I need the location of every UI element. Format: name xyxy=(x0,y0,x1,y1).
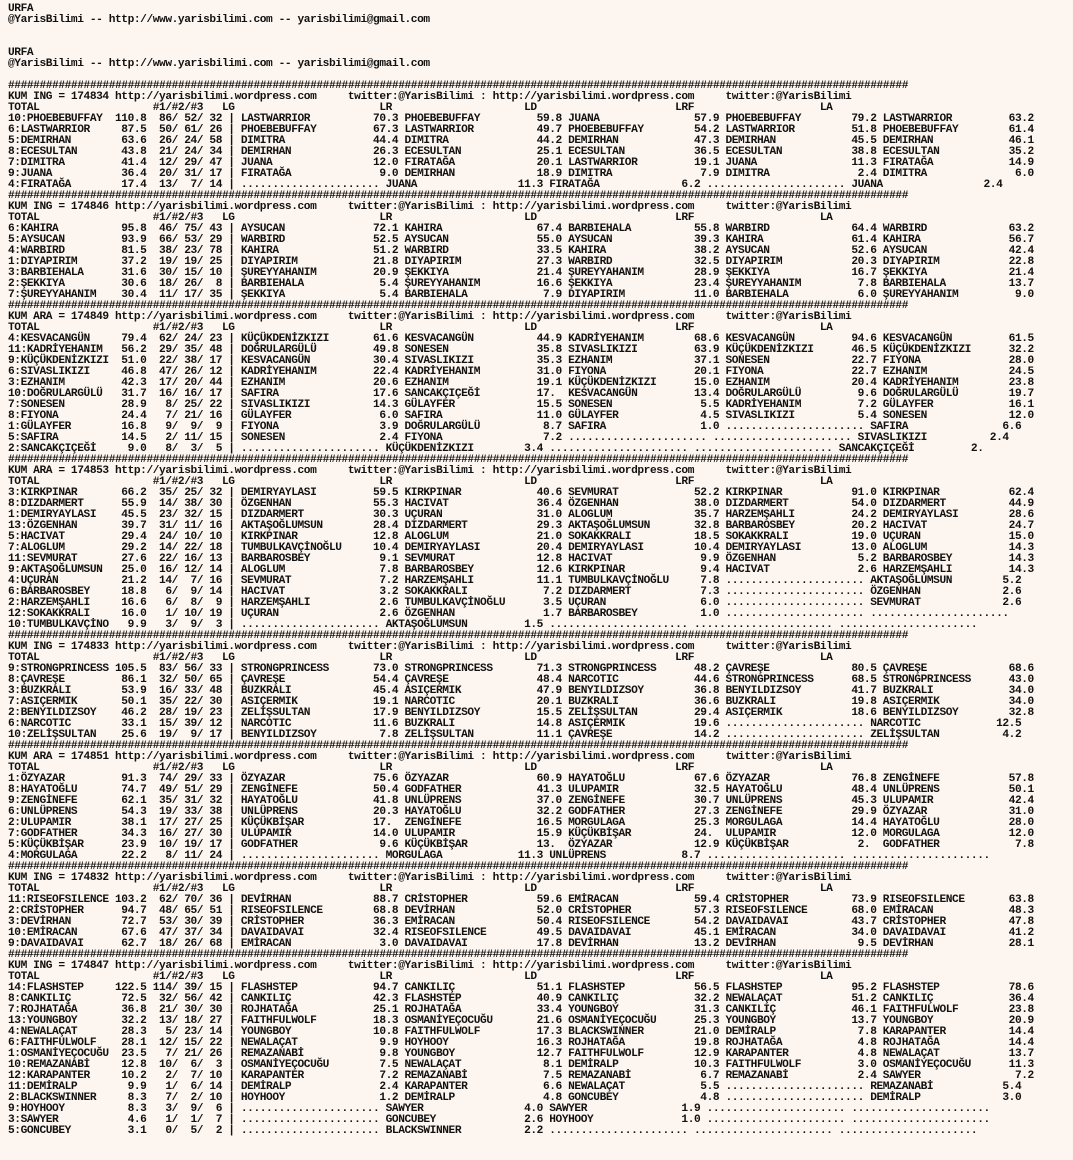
report-line: 4:FIRATAĞA 17.4 13/ 7/ 14 | ...................... JUANA 11.3 FIRATAĞA 6.2 ...................... JUANA 2.4 xyxy=(8,179,1003,191)
report-line: 6:NARCOTIC 33.1 15/ 39/ 12 | NARCOTIC 11.6 BUZKRALI 14.8 ASIÇERMIK 19.6 ...................... NARCOTIC 12.5 xyxy=(8,718,1022,730)
report-line: 9:DAVAIDAVAI 62.7 18/ 26/ 68 | EMİRACAN 3.0 DAVAIDAVAI 17.8 DEVİRHAN 13.2 DEVİRHAN 9.5 DEVİRHAN 28.1 xyxy=(8,938,1034,950)
report-line: 9:HOYHOOY 8.3 3/ 9/ 6 | ...................... SAWYER 4.0 SAWYER 1.9 ...................... ...................... xyxy=(8,1103,990,1115)
report-line: 6:BARBAROSBEY 18.8 6/ 9/ 14 | HACIVAT 3.2 SOKAKKRALI 7.2 DIZDARMERT 7.3 ...................... ÖZGENHAN 2.6 xyxy=(8,586,1022,598)
report-line: 4:WARBIRD 81.5 38/ 23/ 78 | KAHIRA 51.2 WARBIRD 33.5 KAHIRA 38.2 AYSUCAN 52.6 AYSUCAN 42.4 xyxy=(8,245,1034,257)
report-line: KUM ARA = 174851 http://yarisbilimi.wordpress.com twitter:@YarisBilimi : http://yarisbilimi.wordpress.com twitter:@YarisBilimi xyxy=(8,751,852,763)
report-line xyxy=(8,37,1034,48)
report-line: 2:BLACKSWINNER 8.3 7/ 2/ 10 | HOYHOOY 1.2 DEMİRALP 4.8 GONCUBEY 4.8 ...................... DEMİRALP 3.0 xyxy=(8,1092,1022,1104)
report-line: 3:DEVİRHAN 72.7 53/ 30/ 39 | CRİSTOPHER 36.3 EMİRACAN 50.4 RISEOFSILENCE 54.2 DAVAIDAVAI 43.7 CRİSTOPHER 47.8 xyxy=(8,916,1034,928)
report-line: ############################################################################################################################################### xyxy=(8,740,908,752)
report-line: 8:HAYATOĞLU 74.7 49/ 51/ 29 | ZENGİNEFE 50.4 GODFATHER 41.3 ULUPAMIR 32.5 HAYATOĞLU 48.4 UNLÜPRENS 50.1 xyxy=(8,784,1034,796)
report-line: 7:SONESEN 28.9 8/ 25/ 22 | SIVASLIKIZI 14.3 GÜLAYFER 15.5 SONESEN 5.5 KADRİYEHANIM 7.2 GÜLAYFER 16.1 xyxy=(8,399,1034,411)
report-line: @YarisBilimi -- http://www.yarisbilimi.com -- yarisbilimi@gmail.com xyxy=(8,14,430,26)
report-line: 5:AYSUCAN 93.9 66/ 53/ 29 | WARBIRD 52.5 AYSUCAN 55.0 AYSUCAN 39.3 KAHIRA 61.4 KAHIRA 56.7 xyxy=(8,234,1034,246)
report-line: ############################################################################################################################################### xyxy=(8,80,908,92)
report-line: TOTAL #1/#2/#3 LG LR LD LRF LA xyxy=(8,476,833,488)
report-line: 4:UÇURAN 21.2 14/ 7/ 16 | SEVMURAT 7.2 HARZEMŞAHLI 11.1 TUMBULKAVÇİNOĞLU 7.8 ...................... AKTAŞOĞLUMSUN 5.2 xyxy=(8,575,1022,587)
report-line: 11:SEVMURAT 27.6 22/ 16/ 13 | BARBAROSBEY 9.1 SEVMURAT 12.8 HACIVAT 9.9 ÖZGENHAN 5.2 BARBAROSBEY 14.3 xyxy=(8,553,1034,565)
report-line: 6:SIVASLIKIZI 46.8 47/ 26/ 12 | KADRİYEHANIM 22.4 KADRİYEHANIM 31.0 FIYONA 20.1 FIYONA 22.7 EZHANIM 24.5 xyxy=(8,366,1034,378)
report-line: TOTAL #1/#2/#3 LG LR LD LRF LA xyxy=(8,652,833,664)
report-line: 10:REMAZANABİ 12.8 10/ 6/ 3 | OSMANİYEÇOCUĞU 7.5 NEWALAÇAT 8.1 DEMİRALP 10.3 FAITHFULWOLF 3.0 OSMANİYEÇOCUĞU 11.3 xyxy=(8,1059,1034,1071)
report-line: KUM ARA = 174849 http://yarisbilimi.wordpress.com twitter:@YarisBilimi : http://yarisbilimi.wordpress.com twitter:@YarisBilimi xyxy=(8,311,852,323)
report-line: 9:AKTAŞOĞLUMSUN 25.0 16/ 12/ 14 | ALOGLUM 7.8 BARBAROSBEY 12.6 KIRKPINAR 9.4 HACIVAT 2.6 HARZEMŞAHLI 14.3 xyxy=(8,564,1034,576)
report-line: 6:FAITHFULWOLF 28.1 12/ 15/ 22 | NEWALAÇAT 9.9 HOYHOOY 16.3 ROJHATAĞA 19.8 ROJHATAĞA 4.8 ROJHATAĞA 14.4 xyxy=(8,1037,1034,1049)
report-line: 10:ZELİŞSULTAN 25.6 19/ 9/ 17 | BENYILDIZSOY 7.8 ZELİŞSULTAN 11.1 ÇAVREŞE 14.2 ...................... ZELİŞSULTAN 4.2 xyxy=(8,729,1022,741)
race-report-document xyxy=(8,4,1034,1137)
report-line: 7:ASIÇERMIK 50.1 35/ 22/ 30 | ASIÇERMIK 19.1 NARCOTIC 20.1 BUZKRALI 36.6 BUZKRALI 19.8 ASIÇERMIK 34.0 xyxy=(8,696,1034,708)
report-line: 2:SANCAKÇIÇEĞİ 9.0 8/ 3/ 5 | ...................... KÜÇÜKDENİZKIZI 3.4 ...................... ...................... SANCAKÇIÇEĞİ 2. xyxy=(8,443,984,455)
report-line: ############################################################################################################################################### xyxy=(8,300,908,312)
report-line: TOTAL #1/#2/#3 LG LR LD LRF LA xyxy=(8,762,833,774)
report-line: 5:DEMIRHAN 63.6 26/ 24/ 58 | DIMITRA 44.4 DIMITRA 44.2 DEMIRHAN 47.3 DEMIRHAN 45.5 DEMIRHAN 46.1 xyxy=(8,135,1034,147)
report-line: 3:KIRKPINAR 66.2 35/ 25/ 32 | DEMIRYAYLASI 59.5 KIRKPINAR 40.6 SEVMURAT 52.2 KIRKPINAR 91.0 KIRKPINAR 62.4 xyxy=(8,487,1034,499)
report-line: 8:CANKILIÇ 72.5 32/ 56/ 42 | CANKILIÇ 42.3 FLASHSTEP 40.9 CANKILIÇ 32.2 NEWALAÇAT 51.2 CANKILIÇ 36.4 xyxy=(8,993,1034,1005)
report-line: 2:ŞEKKIYA 30.6 18/ 26/ 8 | BARBIEHALA 5.4 ŞUREYYAHANIM 16.6 ŞEKKIYA 23.4 ŞUREYYAHANIM 7.8 BARBIEHALA 13.7 xyxy=(8,278,1034,290)
report-line: 6:LASTWARRIOR 87.5 50/ 61/ 26 | PHOEBEBUFFAY 67.3 LASTWARRIOR 49.7 PHOEBEBUFFAY 54.2 LASTWARRIOR 51.8 PHOEBEBUFFAY 61.4 xyxy=(8,124,1034,136)
report-line: TOTAL #1/#2/#3 LG LR LD LRF LA xyxy=(8,971,833,983)
report-line: 2:HARZEMŞAHLI 16.6 6/ 8/ 9 | HARZEMŞAHLI 2.6 TUMBULKAVÇİNOĞLU 3.5 UÇURAN 6.0 ...................... SEVMURAT 2.6 xyxy=(8,597,1022,609)
report-line: 7:GODFATHER 34.3 16/ 27/ 30 | ULUPAMIR 14.0 ULUPAMIR 15.9 KÜÇÜKBİŞAR 24. ULUPAMIR 12.0 MORGULAGA 12.0 xyxy=(8,828,1034,840)
report-line: 8:ÇAVREŞE 86.1 32/ 50/ 65 | ÇAVREŞE 54.4 ÇAVREŞE 48.4 NARCOTIC 44.6 STRONGPRINCESS 68.5 STRONGPRINCESS 43.0 xyxy=(8,674,1034,686)
report-line: 7:DIMITRA 41.4 12/ 29/ 47 | JUANA 12.0 FIRATAĞA 20.1 LASTWARRIOR 19.1 JUANA 11.3 FIRATAĞA 14.9 xyxy=(8,157,1034,169)
report-line: 12:KARAPANTER 10.2 2/ 7/ 10 | KARAPANTER 7.2 REMAZANABİ 7.5 REMAZANABİ 6.7 REMAZANABİ 2.4 SAWYER 7.2 xyxy=(8,1070,1034,1082)
report-line: 13:YOUNGBOY 32.2 13/ 18/ 27 | FAITHFULWOLF 18.3 OSMANİYEÇOCUĞU 21.6 OSMANİYEÇOCUĞU 25.3 YOUNGBOY 13.7 YOUNGBOY 20.9 xyxy=(8,1015,1034,1027)
report-line: 6:UNLÜPRENS 54.3 19/ 33/ 38 | UNLÜPRENS 20.3 HAYATOĞLU 32.2 GODFATHER 27.3 ZENGİNEFE 29.9 ÖZYAZAR 31.0 xyxy=(8,806,1034,818)
report-line: 8:DIZDARMERT 55.9 14/ 38/ 30 | ÖZGENHAN 55.3 HACIVAT 36.4 ÖZGENHAN 38.0 DIZDARMERT 54.0 DIZDARMERT 44.9 xyxy=(8,498,1034,510)
report-line: 13:ÖZGENHAN 39.7 31/ 11/ 16 | AKTAŞOĞLUMSUN 28.4 DIZDARMERT 29.3 AKTAŞOĞLUMSUN 32.8 BARBAROSBEY 20.2 HACIVAT 24.7 xyxy=(8,520,1034,532)
report-line: 4:NEWALAÇAT 28.3 5/ 23/ 14 | YOUNGBOY 10.8 FAITHFULWOLF 17.3 BLACKSWINNER 21.0 DEMİRALP 7.8 KARAPANTER 14.4 xyxy=(8,1026,1034,1038)
report-line: 3:EZHANIM 42.3 17/ 20/ 44 | EZHANIM 20.6 EZHANIM 19.1 KÜÇÜKDENİZKIZI 15.0 EZHANIM 20.4 KADRİYEHANIM 23.8 xyxy=(8,377,1034,389)
report-line: 12:SOKAKKRALI 16.0 1/ 10/ 19 | UÇURAN 2.6 ÖZGENHAN 1.7 BARBAROSBEY 1.0 ...................... ...................... xyxy=(8,608,1009,620)
report-line: 5:GONCUBEY 3.1 0/ 5/ 2 | ...................... BLACKSWINNER 2.2 ...................... ...................... ...................... xyxy=(8,1125,978,1137)
report-line: ############################################################################################################################################### xyxy=(8,454,908,466)
report-line: ############################################################################################################################################### xyxy=(8,190,908,202)
report-line: 1:OSMANİYEÇOCUĞU 23.5 7/ 21/ 26 | REMAZANABİ 9.8 YOUNGBOY 12.7 FAITHFULWOLF 12.9 KARAPANTER 4.8 NEWALAÇAT 13.7 xyxy=(8,1048,1034,1060)
report-line: 7:ALOGLUM 29.2 14/ 22/ 18 | TUMBULKAVÇİNOĞLU 10.4 DEMIRYAYLASI 20.4 DEMIRYAYLASI 10.4 DEMIRYAYLASI 13.0 ALOGLUM 14.3 xyxy=(8,542,1034,554)
report-line: 8:ECESULTAN 43.8 21/ 24/ 34 | DEMIRHAN 26.3 ECESULTAN 25.1 ECESULTAN 36.5 ECESULTAN 38.8 ECESULTAN 35.2 xyxy=(8,146,1034,158)
report-line: 11:RISEOFSILENCE 103.2 62/ 70/ 36 | DEVİRHAN 88.7 CRİSTOPHER 59.6 EMİRACAN 59.4 CRİSTOPHER 73.9 RISEOFSILENCE 63.8 xyxy=(8,894,1034,906)
report-line: KUM ING = 174832 http://yarisbilimi.wordpress.com twitter:@YarisBilimi : http://yarisbilimi.wordpress.com twitter:@YarisBilimi xyxy=(8,872,852,884)
report-line: 10:TUMBULKAVÇİNO 9.9 3/ 9/ 3 | ...................... AKTAŞOĞLUMSUN 1.5 ...................... ...................... ...................... xyxy=(8,619,978,631)
report-line: URFA xyxy=(8,47,34,59)
report-line: ############################################################################################################################################### xyxy=(8,861,908,873)
report-line: 1:DIYAPIRIM 37.2 19/ 19/ 25 | DIYAPIRIM 21.8 DIYAPIRIM 27.3 WARBIRD 32.5 DIYAPIRIM 20.3 DIYAPIRIM 22.8 xyxy=(8,256,1034,268)
report-line: KUM ING = 174846 http://yarisbilimi.wordpress.com twitter:@YarisBilimi : http://yarisbilimi.wordpress.com twitter:@YarisBilimi xyxy=(8,201,852,213)
report-line: 14:FLASHSTEP 122.5 114/ 39/ 15 | FLASHSTEP 94.7 CANKILIÇ 51.1 FLASHSTEP 56.5 FLASHSTEP 95.2 FLASHSTEP 78.6 xyxy=(8,982,1034,994)
report-line: 1:DEMIRYAYLASI 45.5 23/ 32/ 15 | DIZDARMERT 30.3 UÇURAN 31.0 ALOGLUM 35.7 HARZEMŞAHLI 24.2 DEMIRYAYLASI 28.6 xyxy=(8,509,1034,521)
report-line: URFA xyxy=(8,3,34,15)
report-line: TOTAL #1/#2/#3 LG LR LD LRF LA xyxy=(8,212,833,224)
report-line: TOTAL #1/#2/#3 LG LR LD LRF LA xyxy=(8,102,833,114)
report-line xyxy=(8,26,1034,37)
report-line: @YarisBilimi -- http://www.yarisbilimi.com -- yarisbilimi@gmail.com xyxy=(8,58,430,70)
report-line: 3:SAWYER 4.6 1/ 1/ 7 | ...................... GONCUBEY 2.6 HOYHOOY 1.0 ...................... ...................... xyxy=(8,1114,990,1126)
report-line: 4:KESVACANGÜN 79.4 62/ 24/ 23 | KÜÇÜKDENİZKIZI 61.6 KESVACANGÜN 44.9 KADRİYEHANIM 68.6 KESVACANGÜN 94.6 KESVACANGÜN 61.5 xyxy=(8,333,1034,345)
report-line: TOTAL #1/#2/#3 LG LR LD LRF LA xyxy=(8,883,833,895)
report-line: 5:KÜÇÜKBİŞAR 23.9 10/ 19/ 17 | GODFATHER 9.6 KÜÇÜKBİŞAR 13. ÖZYAZAR 12.9 KÜÇÜKBİŞAR 2. GODFATHER 7.8 xyxy=(8,839,1034,851)
report-line: 10:EMİRACAN 67.6 47/ 37/ 34 | DAVAIDAVAI 32.4 RISEOFSILENCE 49.5 DAVAIDAVAI 45.1 EMİRACAN 34.0 DAVAIDAVAI 41.2 xyxy=(8,927,1034,939)
report-line: ############################################################################################################################################### xyxy=(8,949,908,961)
report-line: 4:MORGULAGA 22.2 8/ 11/ 24 | ...................... MORGULAGA 11.3 UNLÜPRENS 8.7 ...................... ...................... xyxy=(8,850,990,862)
report-line: 7:ŞUREYYAHANIM 30.4 11/ 17/ 35 | ŞEKKIYA 5.4 BARBIEHALA 7.9 DIYAPIRIM 11.0 BARBIEHALA 6.0 ŞUREYYAHANIM 9.0 xyxy=(8,289,1034,301)
report-line: 9:ZENGİNEFE 62.1 35/ 31/ 32 | HAYATOĞLU 41.8 UNLÜPRENS 37.0 ZENGİNEFE 30.7 UNLÜPRENS 45.3 ULUPAMIR 42.4 xyxy=(8,795,1034,807)
report-line: 8:FIYONA 24.4 7/ 21/ 16 | GÜLAYFER 6.0 SAFIRA 11.0 GÜLAYFER 4.5 SIVASLIKIZI 5.4 SONESEN 12.0 xyxy=(8,410,1034,422)
report-line: TOTAL #1/#2/#3 LG LR LD LRF LA xyxy=(8,322,833,334)
report-line: 6:KAHIRA 95.8 46/ 75/ 43 | AYSUCAN 72.1 KAHIRA 67.4 BARBIEHALA 55.8 WARBIRD 64.4 WARBIRD 63.2 xyxy=(8,223,1034,235)
report-line: 11:DEMİRALP 9.9 1/ 6/ 14 | DEMİRALP 2.4 KARAPANTER 6.6 NEWALAÇAT 5.5 ...................... REMAZANABİ 5.4 xyxy=(8,1081,1022,1093)
report-line: 9:JUANA 36.4 20/ 31/ 17 | FIRATAĞA 9.0 DEMIRHAN 18.9 DIMITRA 7.9 DIMITRA 2.4 DIMITRA 6.0 xyxy=(8,168,1034,180)
report-line: 3:BARBIEHALA 31.6 30/ 15/ 10 | ŞUREYYAHANIM 20.9 ŞEKKIYA 21.4 ŞUREYYAHANIM 28.9 ŞEKKIYA 16.7 ŞEKKIYA 21.4 xyxy=(8,267,1034,279)
report-line: 10:DOĞRULARGÜLÜ 31.7 16/ 16/ 17 | SAFIRA 17.6 SANCAKÇIÇEĞİ 17. KESVACANGÜN 13.4 DOĞRULARGÜLÜ 9.6 DOĞRULARGÜLÜ 19.7 xyxy=(8,388,1034,400)
report-line: 9:KÜÇÜKDENİZKIZI 51.0 22/ 38/ 17 | KESVACANGÜN 30.4 SIVASLIKIZI 35.3 EZHANIM 37.1 SONESEN 22.7 FIYONA 28.0 xyxy=(8,355,1034,367)
report-line: 5:HACIVAT 29.4 24/ 10/ 10 | KIRKPINAR 12.8 ALOGLUM 21.0 SOKAKKRALI 18.5 SOKAKKRALI 19.0 UÇURAN 15.0 xyxy=(8,531,1034,543)
report-line: KUM ING = 174834 http://yarisbilimi.wordpress.com twitter:@YarisBilimi : http://yarisbilimi.wordpress.com twitter:@YarisBilimi xyxy=(8,91,852,103)
report-line: 3:BUZKRALI 53.9 16/ 33/ 48 | BUZKRALI 45.4 ASIÇERMIK 47.9 BENYILDIZSOY 36.8 BENYILDIZSOY 41.7 BUZKRALI 34.0 xyxy=(8,685,1034,697)
report-line: KUM ARA = 174853 http://yarisbilimi.wordpress.com twitter:@YarisBilimi : http://yarisbilimi.wordpress.com twitter:@YarisBilimi xyxy=(8,465,852,477)
report-line: 2:BENYILDIZSOY 46.2 28/ 19/ 23 | ZELİŞSULTAN 17.9 BENYILDIZSOY 15.5 ZELİŞSULTAN 29.4 ASIÇERMIK 18.6 BENYILDIZSOY 32.8 xyxy=(8,707,1034,719)
report-line: 11:KADRİYEHANIM 56.2 29/ 35/ 48 | DOĞRULARGÜLÜ 49.8 SONESEN 35.8 SIVASLIKIZI 63.9 KÜÇÜKDENİZKIZI 46.5 KÜÇÜKDENİZKIZI 32.2 xyxy=(8,344,1034,356)
report-line: 5:SAFIRA 14.5 2/ 11/ 15 | SONESEN 2.4 FIYONA 7.2 ...................... ...................... SIVASLIKIZI 2.4 xyxy=(8,432,1009,444)
report-line: 2:CRİSTOPHER 94.7 48/ 65/ 51 | RISEOFSILENCE 68.8 DEVİRHAN 52.0 CRİSTOPHER 57.3 RISEOFSILENCE 68.0 EMİRACAN 48.3 xyxy=(8,905,1034,917)
report-line: KUM ING = 174847 http://yarisbilimi.wordpress.com twitter:@YarisBilimi : http://yarisbilimi.wordpress.com twitter:@YarisBilimi xyxy=(8,960,852,972)
report-line: 9:STRONGPRINCESS 105.5 83/ 56/ 33 | STRONGPRINCESS 73.0 STRONGPRINCESS 71.3 STRONGPRINCESS 48.2 ÇAVREŞE 80.5 ÇAVREŞE 68.6 xyxy=(8,663,1034,675)
report-line: 7:ROJHATAĞA 36.8 21/ 30/ 30 | ROJHATAĞA 25.1 ROJHATAĞA 33.4 YOUNGBOY 31.3 CANKILIÇ 46.1 FAITHFULWOLF 23.8 xyxy=(8,1004,1034,1016)
report-line: 10:PHOEBEBUFFAY 110.8 86/ 52/ 32 | LASTWARRIOR 70.3 PHOEBEBUFFAY 59.8 JUANA 57.9 PHOEBEBUFFAY 79.2 LASTWARRIOR 63.2 xyxy=(8,113,1034,125)
report-line: KUM ING = 174833 http://yarisbilimi.wordpress.com twitter:@YarisBilimi : http://yarisbilimi.wordpress.com twitter:@YarisBilimi xyxy=(8,641,852,653)
report-line: 1:ÖZYAZAR 91.3 74/ 29/ 33 | ÖZYAZAR 75.6 ÖZYAZAR 60.9 HAYATOĞLU 67.6 ÖZYAZAR 76.8 ZENGİNEFE 57.8 xyxy=(8,773,1034,785)
report-line: ############################################################################################################################################### xyxy=(8,630,908,642)
report-line: 1:GÜLAYFER 16.8 9/ 9/ 9 | FIYONA 3.9 DOĞRULARGÜLÜ 8.7 SAFIRA 1.0 ...................... SAFIRA 6.6 xyxy=(8,421,1022,433)
report-line: 2:ULUPAMIR 38.1 17/ 27/ 25 | KÜÇÜKBİŞAR 17. ZENGİNEFE 16.5 MORGULAGA 25.3 MORGULAGA 14.4 HAYATOĞLU 28.0 xyxy=(8,817,1034,829)
